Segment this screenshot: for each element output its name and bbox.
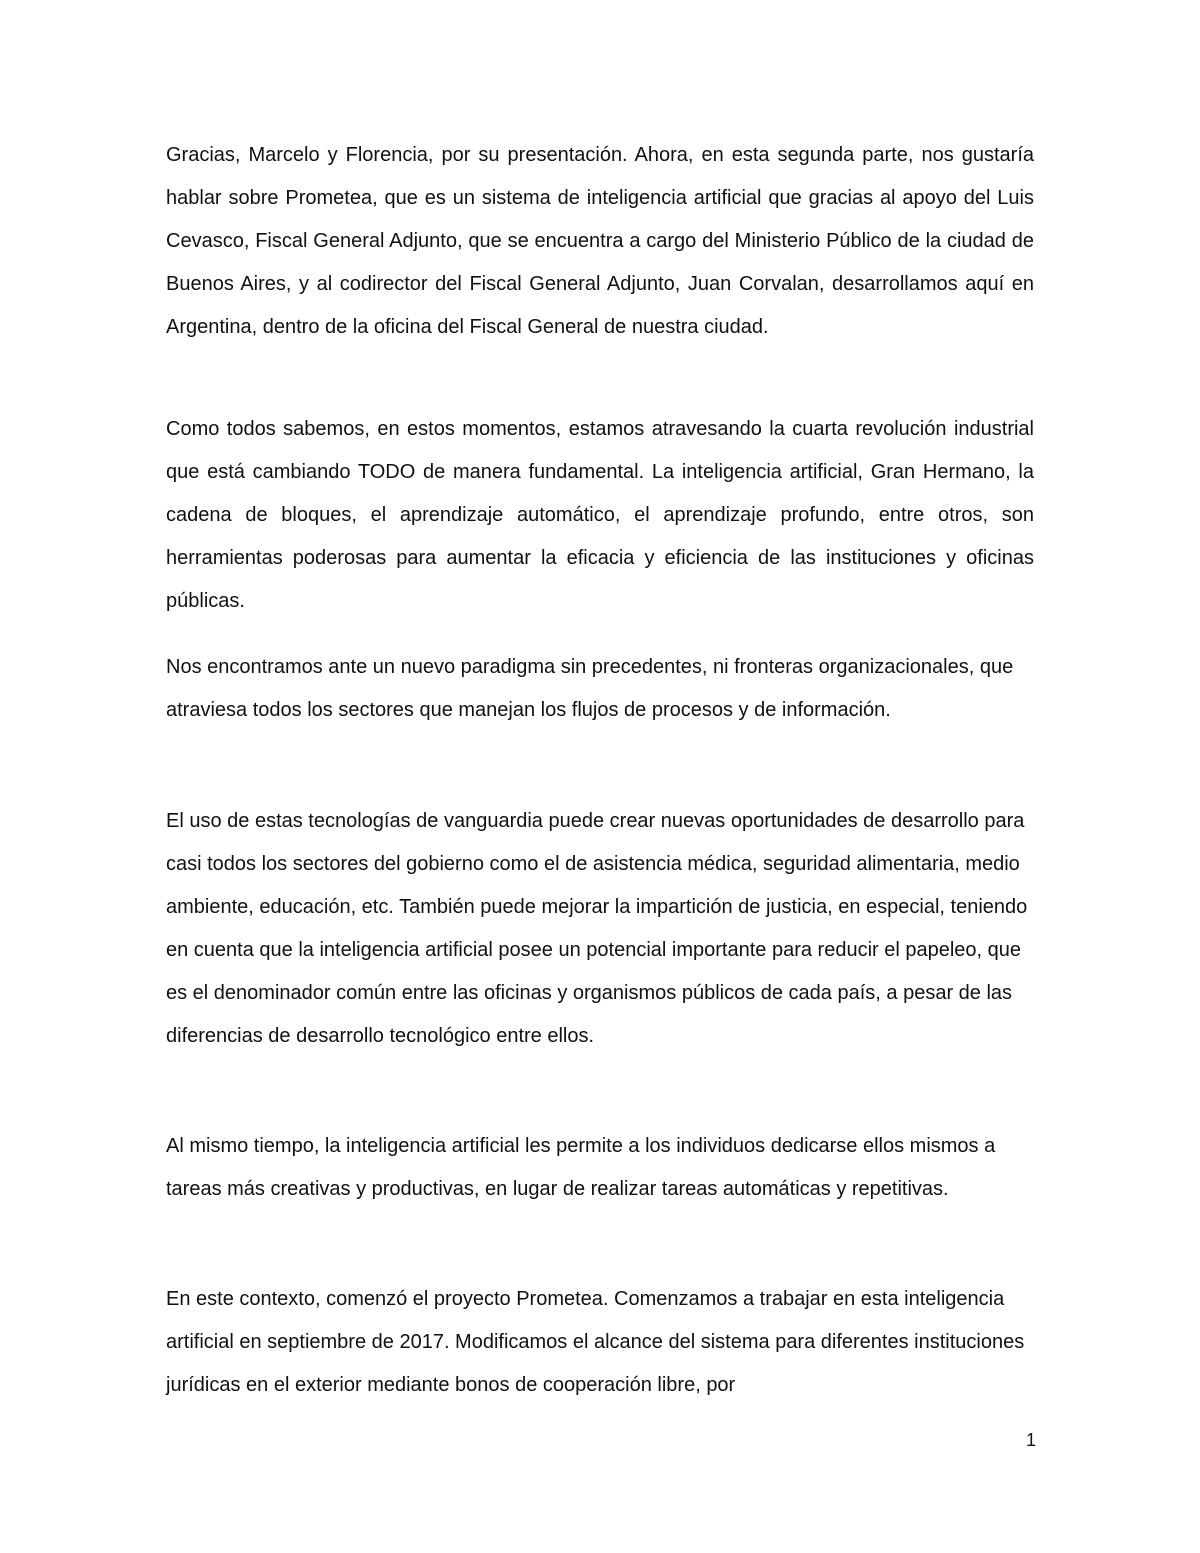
paragraph-technology-use [166,800,1034,1058]
paragraph-creative-tasks [166,1125,1034,1211]
paragraph-new-paradigm [166,646,1034,732]
paragraph-text: El uso de estas tecnologías de vanguardia puede crear nuevas oportunidades de desarrollo para casi todos los sectores del gobierno como el de asistencia médica, seguridad alimentaria, medio ambiente, educación, etc. También puede mejorar la impartición de justicia, en especial, teniendo en cuenta que la inteligencia artificial posee un potencial importante para reducir el papeleo, que es el denominador común entre las oficinas y organismos públicos de cada país, a pesar de las diferencias de desarrollo tecnológico entre ellos. [166,810,1028,1047]
paragraph-prometea-context [166,1278,1034,1407]
paragraph-intro [166,134,1034,349]
page-number: 1 [1025,1430,1036,1450]
paragraph-text: Al mismo tiempo, la inteligencia artificial les permite a los individuos dedicarse ellos mismos a tareas más creativas y productivas, en lugar de realizar tareas automáticas y repetitivas. [166,1135,996,1200]
paragraph-text: Nos encontramos ante un nuevo paradigma sin precedentes, ni fronteras organizacionales, que atraviesa todos los sectores que manejan los flujos de procesos y de información. [166,656,1014,721]
paragraph-text: Gracias, Marcelo y Florencia, por su presentación. Ahora, en esta segunda parte, nos gustaría hablar sobre Prometea, que es un sistema de inteligencia artificial que gracias al apoyo del Luis Cevasco, Fiscal General Adjunto, que se encuentra a cargo del Ministerio Público de la ciudad de Buenos Aires, y al codirector del Fiscal General Adjunto, Juan Corvalan, desarrollamos aquí en Argentina, dentro de la oficina del Fiscal General de nuestra ciudad. [166,144,1034,338]
paragraph-fourth-revolution [166,408,1034,623]
paragraph-text: En este contexto, comenzó el proyecto Prometea. Comenzamos a trabajar en esta inteligencia artificial en septiembre de 2017. Modificamos el alcance del sistema para diferentes instituciones jurídicas en el exterior mediante bonos de cooperación libre, por [166,1288,1025,1396]
paragraph-text: Como todos sabemos, en estos momentos, estamos atravesando la cuarta revolución industrial que está cambiando TODO de manera fundamental. La inteligencia artificial, Gran Hermano, la cadena de bloques, el aprendizaje automático, el aprendizaje profundo, entre otros, son herramientas poderosas para aumentar la eficacia y eficiencia de las instituciones y oficinas públicas. [166,418,1034,612]
